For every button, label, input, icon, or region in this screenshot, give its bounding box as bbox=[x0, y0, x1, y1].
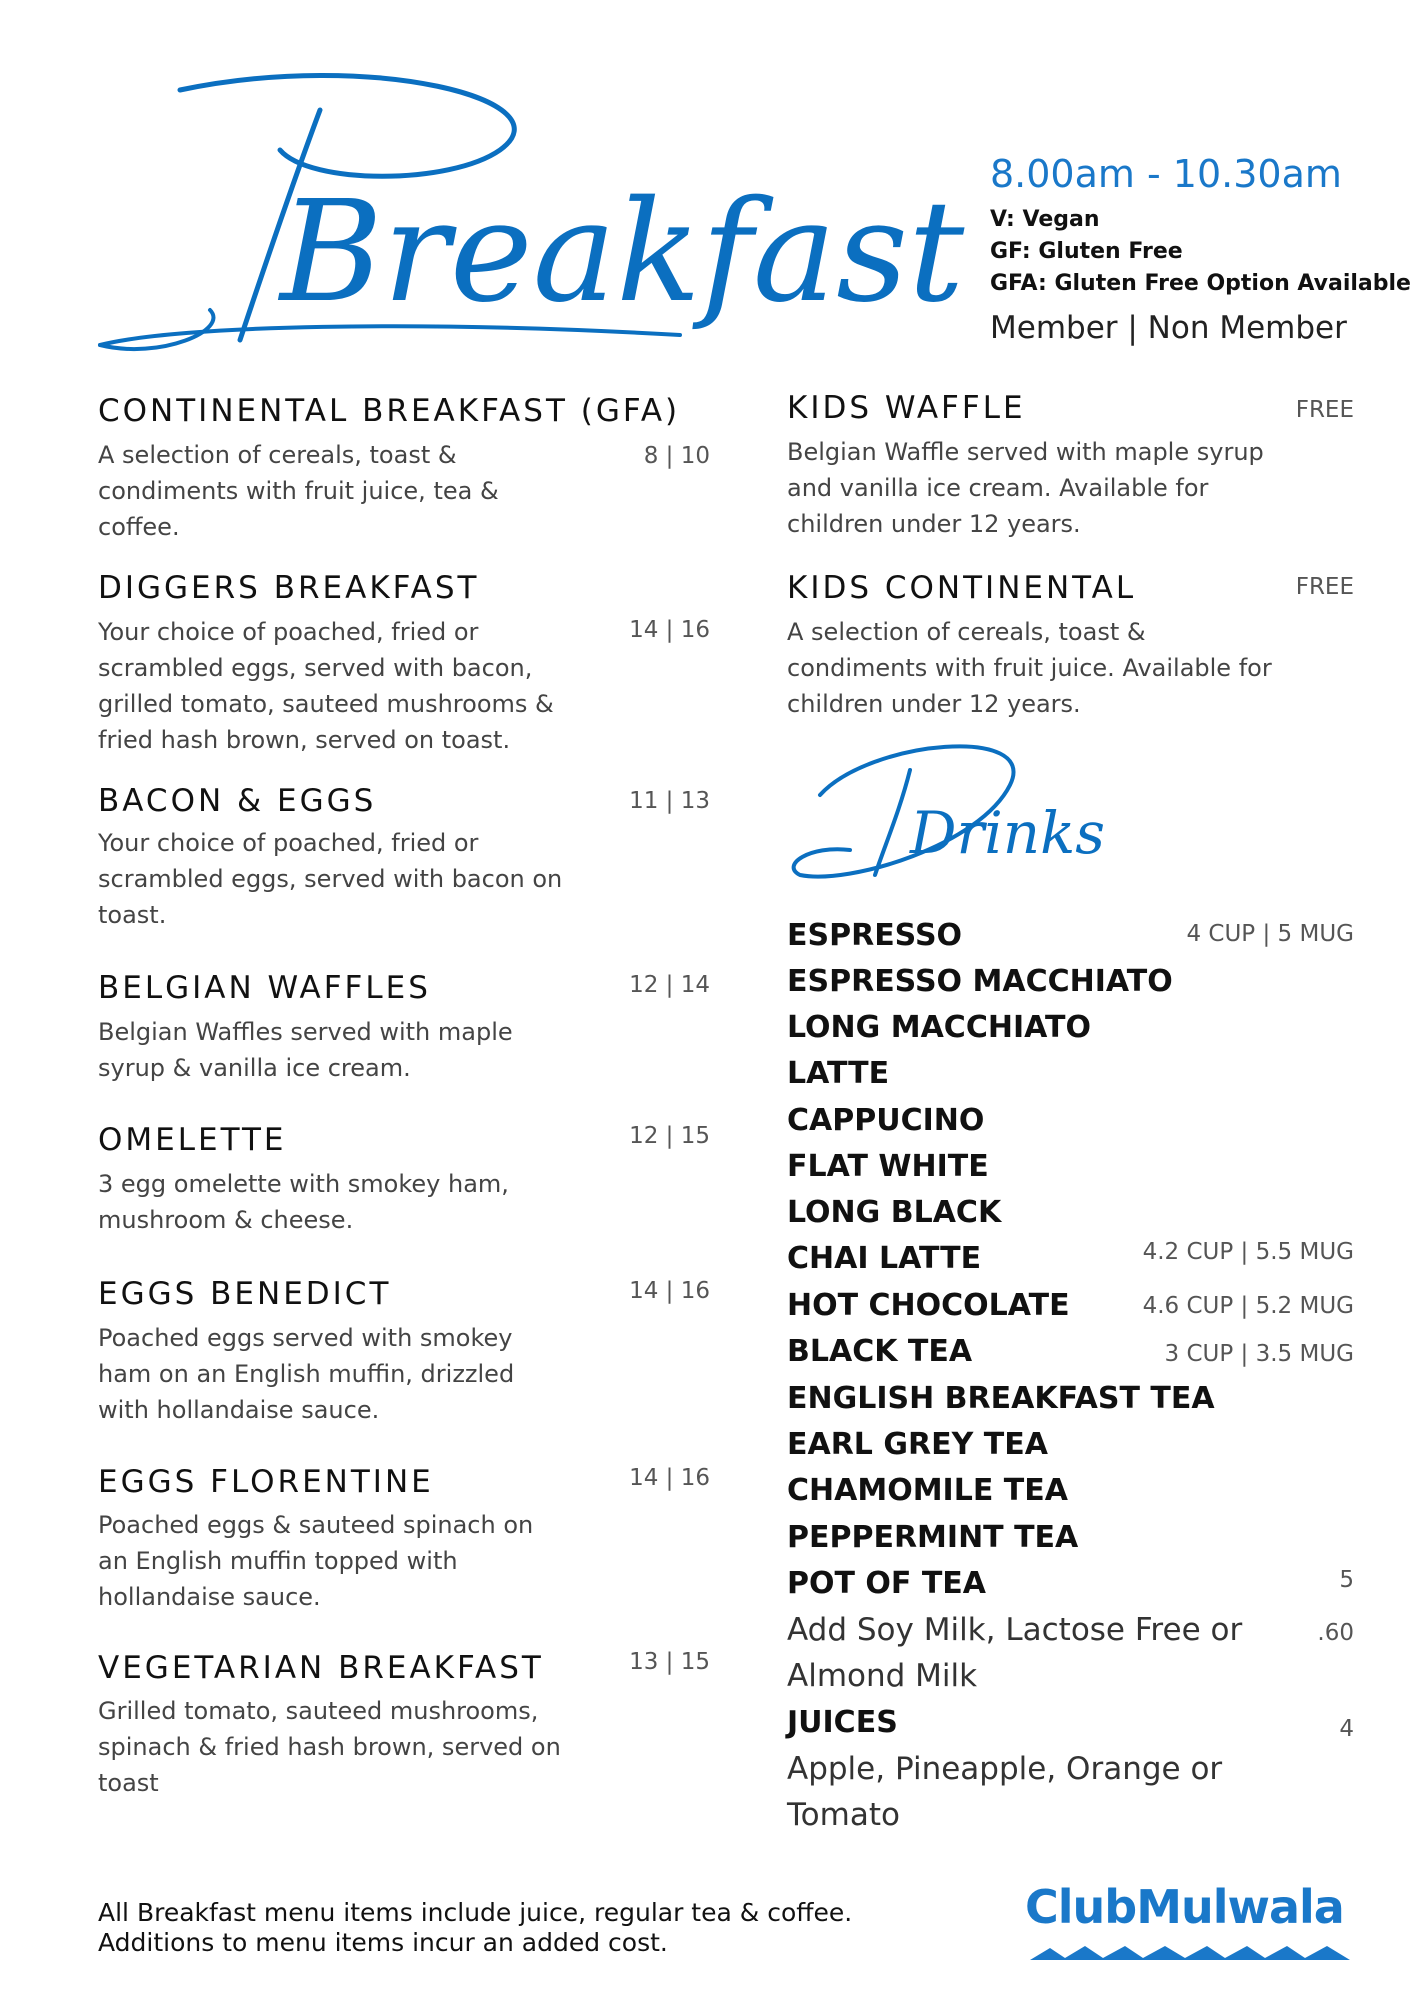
footer-notes bbox=[98, 1898, 852, 1958]
item-description: 3 egg omelette with smokey ham, mushroom & cheese. bbox=[98, 1170, 509, 1234]
item-price: 8 | 10 bbox=[643, 443, 710, 469]
service-hours: 8.00am - 10.30am bbox=[990, 152, 1342, 196]
footer-line-1: All Breakfast menu items include juice, regular tea & coffee. bbox=[98, 1898, 853, 1927]
item-description: Belgian Waffle served with maple syrup and vanilla ice cream. Available for children under 12 years. bbox=[787, 438, 1264, 538]
drink-black-tea: BLACK TEA bbox=[787, 1334, 973, 1369]
item-title: OMELETTE bbox=[98, 1122, 287, 1158]
item-description: Your choice of poached, fried or scrambled eggs, served with bacon, grilled tomato, sauteed mushrooms & fried hash brown, served on toast. bbox=[98, 618, 554, 754]
item-title: CONTINENTAL BREAKFAST (GFA) bbox=[98, 393, 681, 429]
drink-flat-white: FLAT WHITE bbox=[787, 1149, 989, 1184]
breakfast-title bbox=[120, 70, 965, 370]
drink-juices: JUICES bbox=[787, 1705, 898, 1740]
item-description: Poached eggs & sauteed spinach on an English muffin topped with hollandaise sauce. bbox=[98, 1511, 534, 1611]
dietary-legend bbox=[990, 204, 1411, 300]
drinks-title bbox=[790, 735, 1106, 895]
item-title: EGGS BENEDICT bbox=[98, 1276, 392, 1312]
drink-price: 4 CUP | 5 MUG bbox=[1186, 921, 1354, 947]
drink-long-black: LONG BLACK bbox=[787, 1195, 1002, 1230]
drink-peppermint-tea: PEPPERMINT TEA bbox=[787, 1520, 1079, 1555]
item-price: 14 | 16 bbox=[629, 1465, 710, 1491]
item-description: A selection of cereals, toast & condiments with fruit juice, tea & coffee. bbox=[98, 441, 499, 541]
drink-cappucino: CAPPUCINO bbox=[787, 1103, 985, 1138]
item-description: A selection of cereals, toast & condiments with fruit juice. Available for children under 12 years. bbox=[787, 618, 1272, 718]
drink-latte: LATTE bbox=[787, 1056, 890, 1091]
legend-gluten-free: GF: Gluten Free bbox=[990, 239, 1183, 264]
drink-price: 4.6 CUP | 5.2 MUG bbox=[1142, 1293, 1354, 1319]
drink-earl-grey-tea: EARL GREY TEA bbox=[787, 1427, 1048, 1462]
milk-note-price: .60 bbox=[1317, 1620, 1354, 1646]
item-price: 14 | 16 bbox=[629, 1278, 710, 1304]
milk-note-line2: Almond Milk bbox=[787, 1658, 978, 1694]
club-logo-text: ClubMulwala bbox=[1025, 1880, 1344, 1934]
breakfast-script-flourish bbox=[120, 70, 965, 370]
drink-price: 4.2 CUP | 5.5 MUG bbox=[1142, 1239, 1354, 1265]
item-title: EGGS FLORENTINE bbox=[98, 1464, 434, 1500]
drink-espresso: ESPRESSO bbox=[787, 918, 963, 953]
drink-chai-latte: CHAI LATTE bbox=[787, 1241, 982, 1276]
drink-chamomile-tea: CHAMOMILE TEA bbox=[787, 1473, 1068, 1508]
footer-line-2: Additions to menu items incur an added cost. bbox=[98, 1928, 668, 1957]
drink-price: 4 bbox=[1339, 1716, 1354, 1742]
item-title: BELGIAN WAFFLES bbox=[98, 970, 431, 1006]
waves-icon bbox=[1025, 1938, 1355, 1968]
club-logo bbox=[1025, 1880, 1355, 1970]
item-price: 13 | 15 bbox=[629, 1649, 710, 1675]
legend-gluten-free-option: GFA: Gluten Free Option Available bbox=[990, 271, 1411, 296]
drink-pot-of-tea: POT OF TEA bbox=[787, 1566, 987, 1601]
drink-espresso-macchiato: ESPRESSO MACCHIATO bbox=[787, 964, 1173, 999]
item-price: 11 | 13 bbox=[629, 788, 710, 814]
price-header: Member | Non Member bbox=[990, 310, 1347, 346]
item-title: KIDS WAFFLE bbox=[787, 390, 1026, 426]
item-price: 14 | 16 bbox=[629, 617, 710, 643]
legend-vegan: V: Vegan bbox=[990, 207, 1100, 232]
item-title: KIDS CONTINENTAL bbox=[787, 570, 1137, 606]
item-description: Belgian Waffles served with maple syrup & vanilla ice cream. bbox=[98, 1018, 513, 1082]
drinks-title-text: Drinks bbox=[910, 799, 1106, 867]
item-description: Grilled tomato, sauteed mushrooms, spinach & fried hash brown, served on toast bbox=[98, 1697, 561, 1797]
item-title: DIGGERS BREAKFAST bbox=[98, 570, 480, 606]
milk-note-line1: Add Soy Milk, Lactose Free or bbox=[787, 1612, 1243, 1648]
item-price: 12 | 14 bbox=[629, 972, 710, 998]
item-title: BACON & EGGS bbox=[98, 783, 377, 819]
item-price: FREE bbox=[1295, 574, 1354, 600]
juices-options-line2: Tomato bbox=[787, 1797, 900, 1833]
drink-english-breakfast-tea: ENGLISH BREAKFAST TEA bbox=[787, 1381, 1215, 1416]
item-title: VEGETARIAN BREAKFAST bbox=[98, 1650, 544, 1686]
drink-price: 5 bbox=[1339, 1567, 1354, 1593]
item-price: 12 | 15 bbox=[629, 1123, 710, 1149]
juices-options-line1: Apple, Pineapple, Orange or bbox=[787, 1751, 1223, 1787]
drink-long-macchiato: LONG MACCHIATO bbox=[787, 1010, 1091, 1045]
item-description: Poached eggs served with smokey ham on an English muffin, drizzled with hollandaise sauce. bbox=[98, 1324, 515, 1424]
drink-hot-chocolate: HOT CHOCOLATE bbox=[787, 1288, 1070, 1323]
item-description: Your choice of poached, fried or scrambled eggs, served with bacon on toast. bbox=[98, 829, 563, 929]
item-price: FREE bbox=[1295, 397, 1354, 423]
breakfast-title-text: Breakfast bbox=[280, 171, 965, 334]
drinks-script-flourish bbox=[790, 735, 1106, 895]
drink-price: 3 CUP | 3.5 MUG bbox=[1164, 1341, 1354, 1367]
